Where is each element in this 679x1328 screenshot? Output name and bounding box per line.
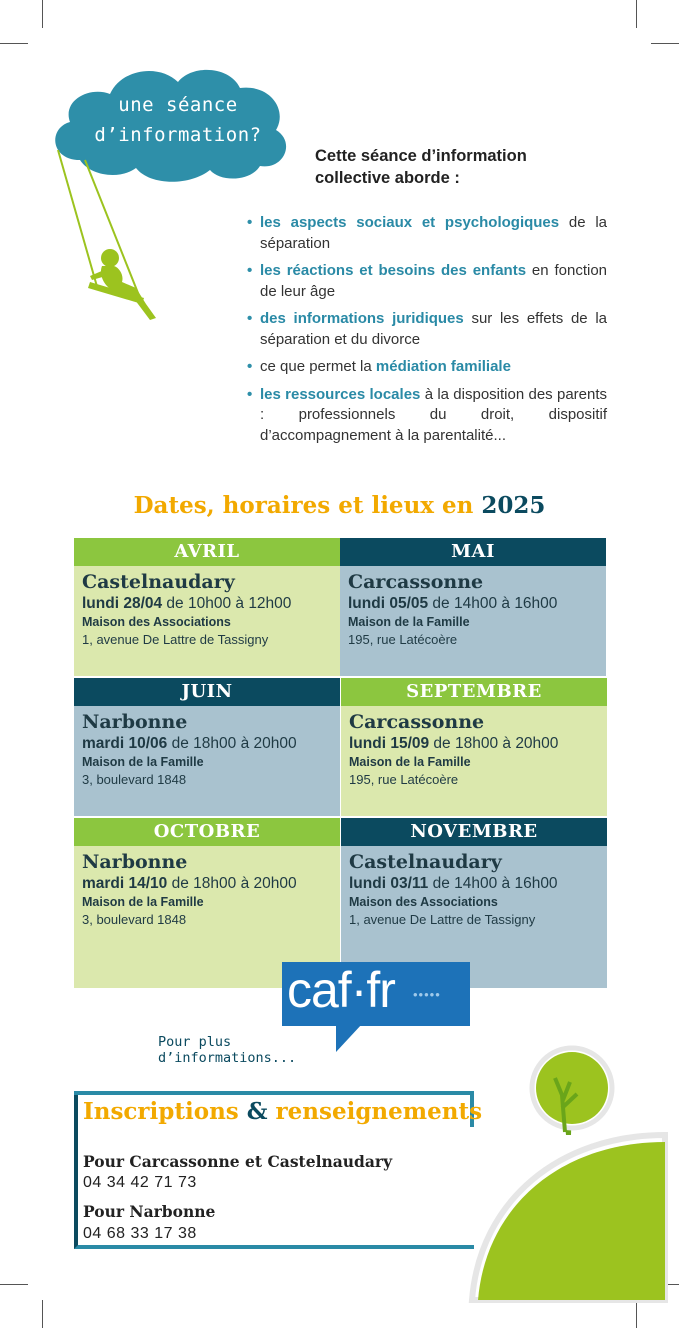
more-info-line-1: Pour plus bbox=[158, 1034, 232, 1050]
cloud-heading bbox=[68, 90, 288, 150]
dates-heading-text: Dates, horaires et lieux en bbox=[133, 492, 474, 519]
bullet-highlight: médiation familiale bbox=[375, 358, 511, 375]
bullet-icon: • bbox=[247, 214, 253, 231]
session-time: de 18h00 à 20h00 bbox=[429, 735, 559, 752]
session-body bbox=[341, 706, 607, 816]
bullet-pre: ce que permet la bbox=[260, 358, 376, 375]
inscriptions-title-a: Inscriptions bbox=[83, 1098, 247, 1125]
contact-label-carcassonne: Pour Carcassonne et Castelnaudary bbox=[83, 1152, 393, 1171]
session-month: JUIN bbox=[74, 678, 340, 706]
session-city: Narbonne bbox=[82, 711, 188, 733]
session-time: de 14h00 à 16h00 bbox=[428, 875, 558, 892]
session-day: mardi 14/10 bbox=[82, 875, 168, 892]
bullet-rest: à la disposition des parents : professionnels du droit, dispositif d’accompagnement à la parentalité... bbox=[260, 385, 608, 444]
inscriptions-title-amp: & bbox=[246, 1098, 268, 1125]
caf-logo-tail bbox=[336, 1024, 362, 1052]
bullet-icon: • bbox=[247, 262, 253, 279]
topics-list bbox=[247, 213, 607, 453]
session-when bbox=[82, 594, 332, 614]
bullet-rest: en fonction de leur âge bbox=[260, 262, 608, 300]
session-month: SEPTEMBRE bbox=[341, 678, 607, 706]
list-item bbox=[247, 261, 607, 302]
session-place: Maison de la Famille bbox=[82, 755, 204, 769]
inscriptions-title-b: renseignements bbox=[267, 1098, 483, 1125]
session-address: 3, boulevard 1848 bbox=[82, 912, 187, 927]
session-address: 1, avenue De Lattre de Tassigny bbox=[349, 912, 536, 927]
session-address: 195, rue Latécoère bbox=[349, 772, 459, 787]
list-item bbox=[247, 385, 607, 447]
session-body bbox=[74, 566, 340, 676]
inscriptions-title bbox=[83, 1098, 482, 1125]
list-item bbox=[247, 309, 607, 350]
bullet-icon: • bbox=[247, 385, 253, 403]
session-when bbox=[348, 594, 598, 614]
inscriptions-box-top-border bbox=[74, 1091, 474, 1095]
session-address: 3, boulevard 1848 bbox=[82, 772, 187, 787]
bullet-highlight: les réactions et besoins des enfants bbox=[260, 262, 527, 279]
session-time: de 18h00 à 20h00 bbox=[167, 735, 297, 752]
caf-logo-dots: ••••• bbox=[413, 987, 441, 1002]
session-when bbox=[349, 874, 599, 894]
session-city: Castelnaudary bbox=[82, 571, 235, 593]
session-place: Maison des Associations bbox=[349, 895, 498, 909]
session-city: Carcassonne bbox=[348, 571, 484, 593]
session-month: OCTOBRE bbox=[74, 818, 340, 846]
bullet-rest: de la séparation bbox=[260, 214, 607, 252]
session-place: Maison de la Famille bbox=[349, 755, 471, 769]
session-city: Carcassonne bbox=[349, 711, 485, 733]
cloud-line-1: une séance bbox=[118, 94, 238, 116]
session-time: de 10h00 à 12h00 bbox=[162, 595, 292, 612]
more-info-caption bbox=[158, 1034, 296, 1066]
session-time: de 18h00 à 20h00 bbox=[167, 875, 297, 892]
session-city: Narbonne bbox=[82, 851, 188, 873]
session-month: NOVEMBRE bbox=[341, 818, 607, 846]
dates-year: 2025 bbox=[481, 492, 546, 519]
bullet-rest: sur les effets de la séparation et du divorce bbox=[260, 310, 607, 348]
contact-phone-narbonne[interactable]: 04 68 33 17 38 bbox=[83, 1225, 197, 1242]
session-place: Maison de la Famille bbox=[82, 895, 204, 909]
session-body bbox=[74, 706, 340, 816]
caf-logo-text: caf·fr bbox=[287, 962, 395, 1018]
bullet-icon: • bbox=[247, 310, 253, 327]
session-day: lundi 28/04 bbox=[82, 595, 163, 612]
intro-title bbox=[315, 145, 575, 189]
session-when bbox=[82, 734, 332, 754]
session-address: 1, avenue De Lattre de Tassigny bbox=[82, 632, 269, 647]
session-day: lundi 03/11 bbox=[349, 875, 429, 892]
bullet-highlight: les ressources locales bbox=[260, 385, 421, 403]
list-item bbox=[247, 213, 607, 254]
bullet-icon: • bbox=[247, 358, 253, 375]
session-time: de 14h00 à 16h00 bbox=[428, 595, 558, 612]
session-card-mai bbox=[340, 538, 606, 676]
bullet-highlight: les aspects sociaux et psychologiques bbox=[260, 214, 560, 231]
session-place: Maison de la Famille bbox=[348, 615, 470, 629]
session-address: 195, rue Latécoère bbox=[348, 632, 458, 647]
session-day: lundi 05/05 bbox=[348, 595, 429, 612]
session-month: MAI bbox=[340, 538, 606, 566]
session-day: lundi 15/09 bbox=[349, 735, 430, 752]
session-body bbox=[340, 566, 606, 676]
contact-label-narbonne: Pour Narbonne bbox=[83, 1202, 216, 1221]
session-day: mardi 10/06 bbox=[82, 735, 168, 752]
session-card-avril bbox=[74, 538, 340, 676]
bullet-highlight: des informations juridiques bbox=[260, 310, 464, 327]
session-when bbox=[82, 874, 332, 894]
session-place: Maison des Associations bbox=[82, 615, 231, 629]
session-card-septembre bbox=[341, 678, 607, 816]
list-item bbox=[247, 357, 607, 378]
session-card-juin bbox=[74, 678, 340, 816]
cloud-line-2: d’information? bbox=[94, 124, 262, 146]
dates-heading bbox=[0, 492, 679, 519]
intro-title-line-1: Cette séance d’information bbox=[315, 147, 527, 165]
session-month: AVRIL bbox=[74, 538, 340, 566]
intro-title-line-2: collective aborde : bbox=[315, 169, 460, 187]
session-when bbox=[349, 734, 599, 754]
session-city: Castelnaudary bbox=[349, 851, 502, 873]
contact-phone-carcassonne[interactable]: 04 34 42 71 73 bbox=[83, 1174, 197, 1191]
more-info-line-2: d’informations... bbox=[158, 1050, 297, 1066]
